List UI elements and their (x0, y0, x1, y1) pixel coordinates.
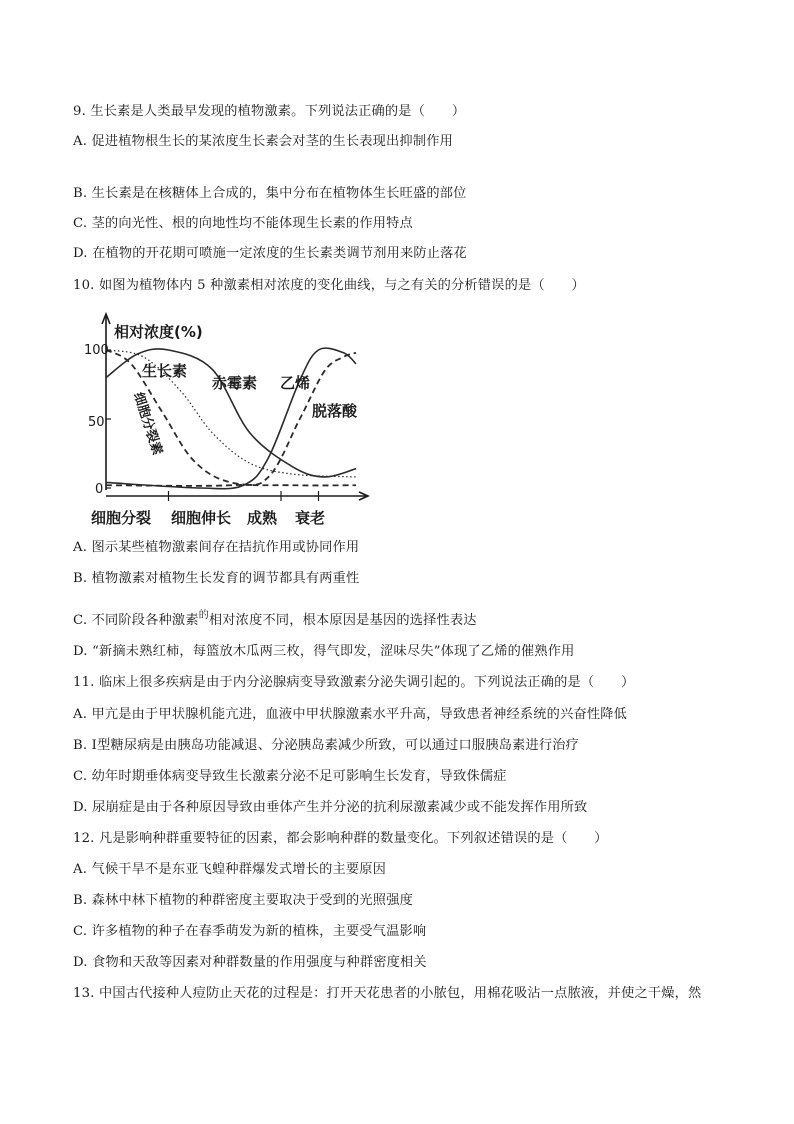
q13-stem: 13. 中国古代接种人痘防止天花的过程是：打开天花患者的小脓包，用棉花吸沾一点脓液，并使之干燥，然 (73, 986, 702, 1001)
q9-option-d: D. 在植物的开花期可喷施一定浓度的生长素类调节剂用来防止落花 (73, 246, 467, 261)
q10-option-c (73, 607, 477, 630)
q11-option-b: B. Ⅰ型糖尿病是由胰岛功能减退、分泌胰岛素减少所致，可以通过口服胰岛素进行治疗 (73, 738, 580, 753)
label-cytokinin: 细胞分裂素 (130, 390, 165, 458)
q10-option-c-pre: C. 不同阶段各种激素 (73, 613, 199, 628)
q12-option-c: C. 许多植物的种子在春季萌发为新的植株，主要受气温影响 (73, 924, 427, 939)
label-ethylene: 乙烯 (280, 374, 311, 392)
stage-label-senescence: 衰老 (295, 509, 326, 527)
hormone-curve-chart (76, 312, 376, 532)
stage-label-elongation: 细胞伸长 (171, 509, 232, 527)
stage-label-division: 细胞分裂 (91, 509, 152, 527)
q9-stem: 9. 生长素是人类最早发现的植物激素。下列说法正确的是（ ） (73, 104, 466, 119)
y-tick-0: 0 (95, 482, 104, 497)
q11-stem: 11. 临床上很多疾病是由于内分泌腺病变导致激素分泌失调引起的。下列说法正确的是（ ） (73, 675, 635, 690)
q10-option-b: B. 植物激素对植物生长发育的调节都具有两重性 (73, 571, 360, 586)
q10-stem: 10. 如图为植物体内 5 种激素相对浓度的变化曲线，与之有关的分析错误的是（ ） (73, 278, 585, 293)
q12-stem: 12. 凡是影响种群重要特征的因素，都会影响种群的数量变化。下列叙述错误的是（ ） (73, 831, 608, 846)
stage-label-maturation: 成熟 (247, 509, 278, 527)
q10-option-c-sup: 的 (198, 610, 209, 621)
y-tick-100: 100 (84, 343, 109, 358)
q12-option-b: B. 森林中林下植物的种群密度主要取决于受到的光照强度 (73, 893, 413, 908)
q10-option-d: D. “新摘未熟红柿，每篮放木瓜两三枚，得气即发，涩味尽失”体现了乙烯的催熟作用 (73, 644, 575, 659)
q11-option-c: C. 幼年时期垂体病变导致生长激素分泌不足可影响生长发育，导致侏儒症 (73, 769, 507, 784)
q9-option-a: A. 促进植物根生长的某浓度生长素会对茎的生长表现出抑制作用 (73, 134, 453, 149)
label-gibberellin: 赤霉素 (212, 374, 258, 392)
q11-option-a: A. 甲亢是由于甲状腺机能亢进，血液中甲状腺激素水平升高，导致患者神经系统的兴奋性降低 (73, 707, 628, 722)
q9-option-b: B. 生长素是在核糖体上合成的，集中分布在植物体生长旺盛的部位 (73, 186, 467, 201)
q10-option-c-post: 相对浓度不同，根本原因是基因的选择性表达 (208, 613, 477, 628)
q12-option-d: D. 食物和天敌等因素对种群数量的作用强度与种群密度相关 (73, 955, 427, 970)
label-abscisic-acid: 脱落酸 (312, 402, 358, 420)
y-axis-label: 相对浓度(%) (114, 323, 203, 341)
q9-option-c: C. 茎的向光性、根的向地性均不能体现生长素的作用特点 (73, 216, 413, 231)
q11-option-d: D. 尿崩症是由于各种原因导致由垂体产生并分泌的抗利尿激素减少或不能发挥作用所致 (73, 800, 588, 815)
q12-option-a: A. 气候干旱不是东亚飞蝗种群爆发式增长的主要原因 (73, 862, 387, 877)
label-auxin: 生长素 (142, 362, 188, 380)
q10-option-a: A. 图示某些植物激素间存在拮抗作用或协同作用 (73, 540, 360, 555)
y-tick-50: 50 (88, 415, 105, 430)
